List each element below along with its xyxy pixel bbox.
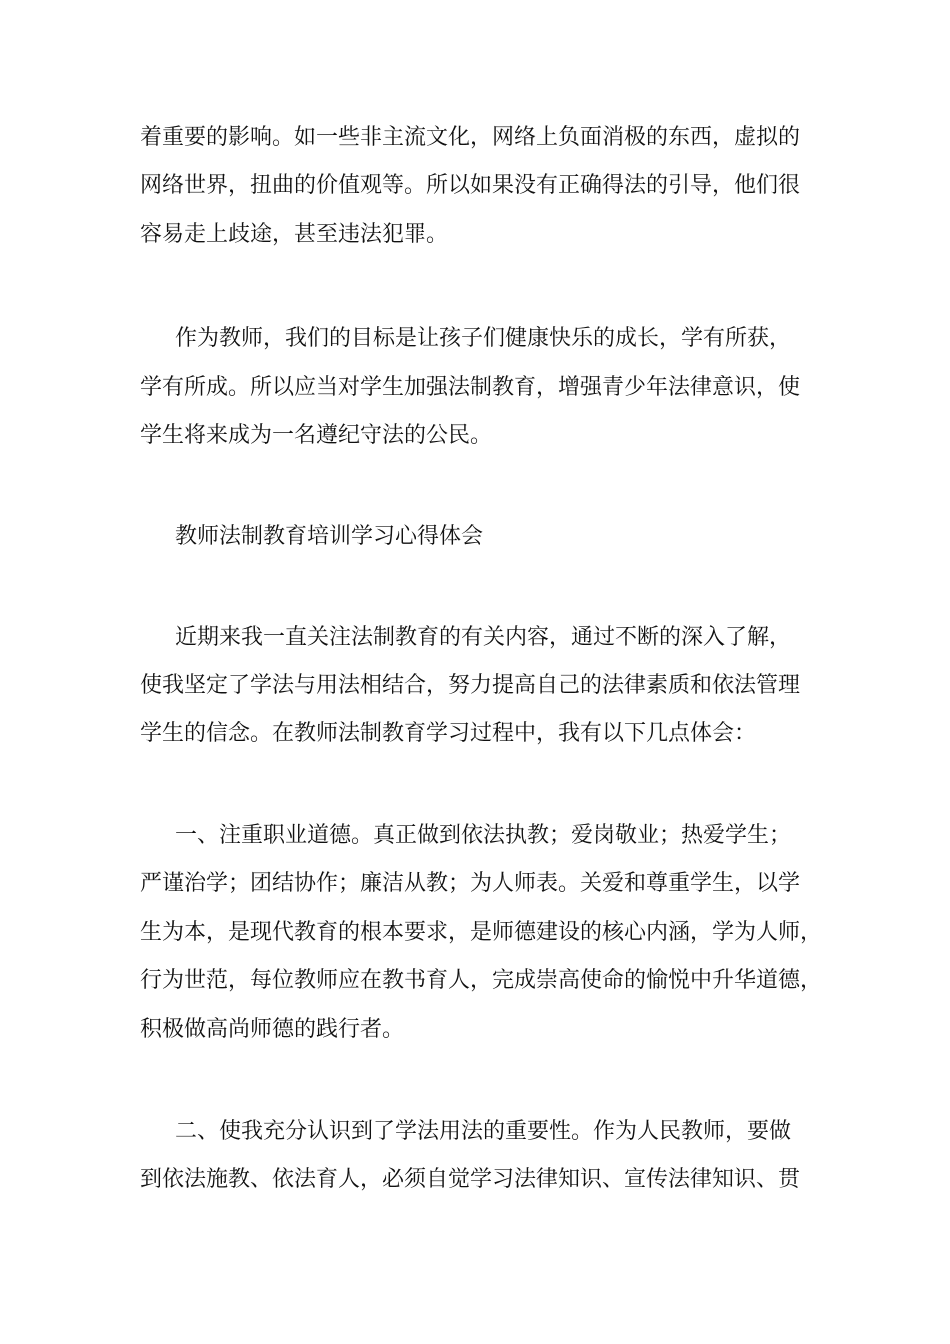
paragraph-first-line: 近期来我一直关注法制教育的有关内容，通过不断的深入了解， — [175, 625, 792, 650]
text-line: 着重要的影响。如一些非主流文化，网络上负面消极的东西，虚拟的 — [140, 125, 801, 150]
text-line: 到依法施教、依法育人，必须自觉学习法律知识、宣传法律知识、贯 — [140, 1167, 801, 1192]
text-line: 生为本，是现代教育的根本要求，是师德建设的核心内涵，学为人师， — [140, 920, 823, 945]
text-line: 学生的信念。在教师法制教育学习过程中，我有以下几点体会： — [140, 721, 757, 746]
text-line: 行为世范，每位教师应在教书育人，完成崇高使命的愉悦中升华道德， — [140, 968, 823, 993]
text-line: 学生将来成为一名遵纪守法的公民。 — [140, 423, 493, 448]
text-line: 网络世界，扭曲的价值观等。所以如果没有正确得法的引导，他们很 — [140, 173, 801, 198]
text-line: 积极做高尚师德的践行者。 — [140, 1017, 405, 1042]
section-title: 教师法制教育培训学习心得体会 — [175, 524, 484, 549]
text-line: 学有所成。所以应当对学生加强法制教育，增强青少年法律意识，使 — [140, 375, 801, 400]
text-line: 容易走上歧途，甚至违法犯罪。 — [140, 222, 449, 247]
text-line: 严谨治学；团结协作；廉洁从教；为人师表。关爱和尊重学生，以学 — [140, 871, 801, 896]
text-line: 使我坚定了学法与用法相结合，努力提高自己的法律素质和依法管理 — [140, 673, 801, 698]
paragraph-first-line: 一、注重职业道德。真正做到依法执教；爱岗敬业；热爱学生； — [175, 823, 792, 848]
paragraph-first-line: 二、使我充分认识到了学法用法的重要性。作为人民教师，要做 — [175, 1119, 792, 1144]
paragraph-first-line: 作为教师，我们的目标是让孩子们健康快乐的成长，学有所获， — [175, 326, 792, 351]
